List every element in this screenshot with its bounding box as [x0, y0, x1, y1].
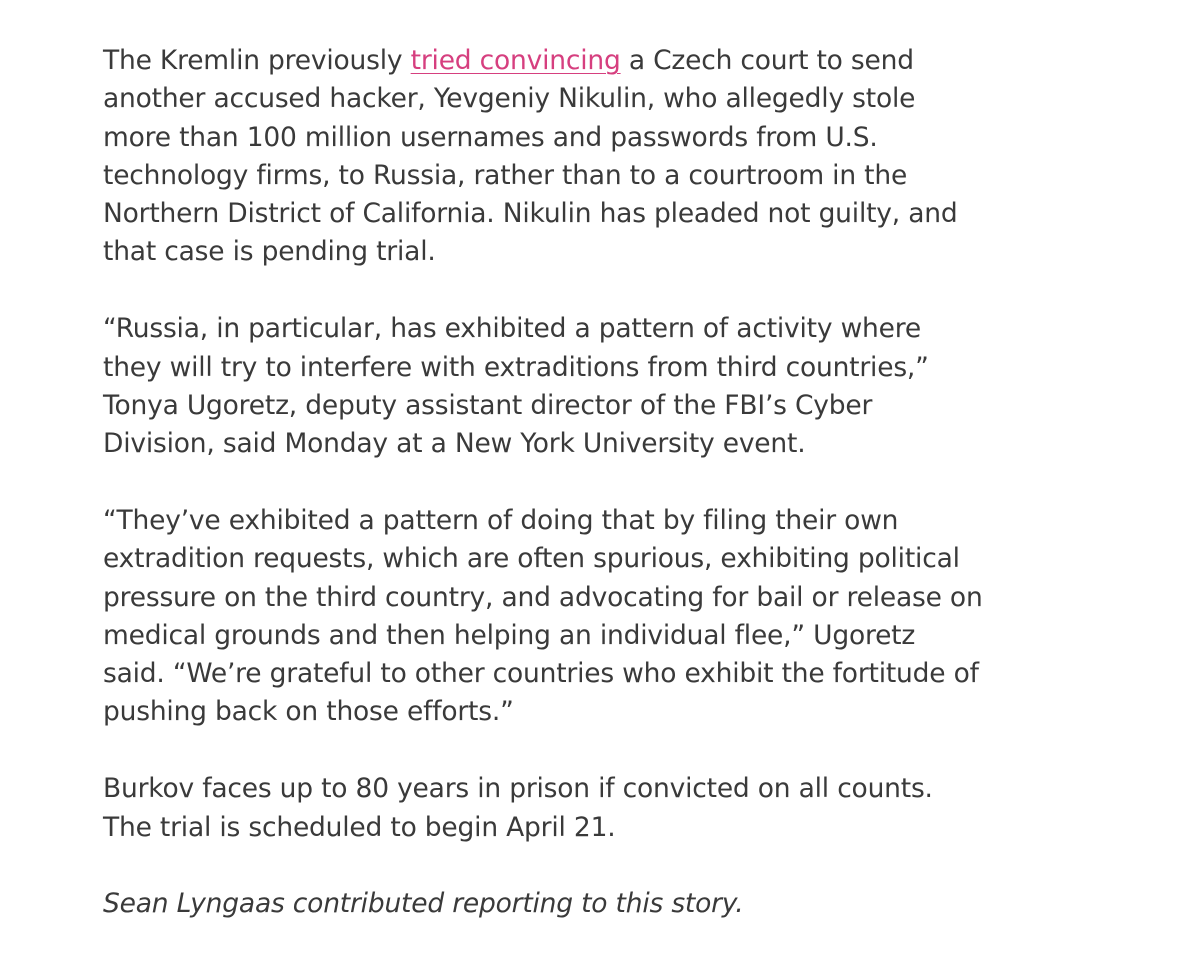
paragraph-kremlin [103, 42, 983, 272]
paragraph-ugoretz-quote: “They’ve exhibited a pattern of doing that by filing their own extradition requests, which are often spurious, exhibiting political pressure on the third country, and advocating for bail or release on medical grounds and then helping an individual flee,” Ugoretz said. “We’re grateful to other countries who exhibit the fortitude of pushing back on those efforts.” [103, 504, 983, 728]
paragraph-russia-quote: “Russia, in particular, has exhibited a pattern of activity where they will try to interfere with extraditions from third countries,” Tonya Ugoretz, deputy assistant director of the FBI’s Cyber Division, said Monday at a New York University event. [103, 313, 929, 460]
paragraph-burkov-sentence: Burkov faces up to 80 years in prison if convicted on all counts. The trial is scheduled to begin April 21. [103, 773, 933, 843]
paragraph-kremlin-rest: a Czech court to send another accused hacker, Yevgeniy Nikulin, who allegedly stole more than 100 million usernames and passwords from U.S. technology firms, to Russia, rather than to a courtroom in the Northern District of California. Nikulin has pleaded not guilty, and that case is pending trial. [103, 45, 958, 268]
paragraph-kremlin-lead: The Kremlin previously [103, 45, 411, 76]
article-body [103, 42, 983, 924]
tried-convincing-link[interactable]: tried convincing [410, 45, 621, 76]
contributor-credit: Sean Lyngaas contributed reporting to this story. [103, 888, 744, 920]
